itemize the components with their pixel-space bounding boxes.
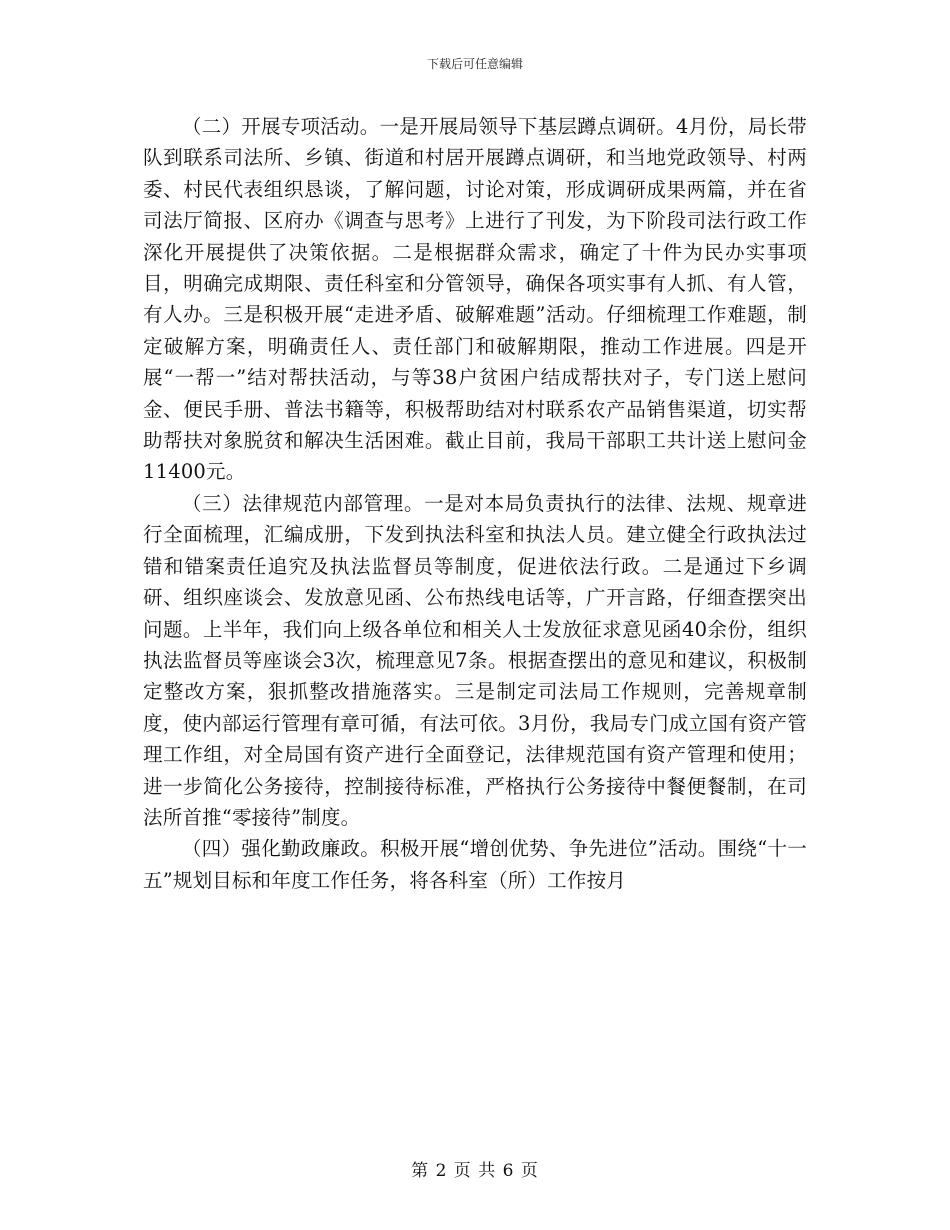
page-footer: 第 2 页 共 6 页 [411,1161,539,1181]
paragraph-diligent-governance: （四）强化勤政廉政。积极开展“增创优势、争先进位”活动。围绕“十一五”规划目标和年度工作任务，将各科室（所）工作按月 [143,837,807,892]
page-header: 下载后可任意编辑 [426,57,523,71]
paragraph-internal-management: （三）法律规范内部管理。一是对本局负责执行的法律、法规、规章进行全面梳理，汇编成册，下发到执法科室和执法人员。建立健全行政执法过错和错案责任追究及执法监督员等制度，促进依法行政。二是通过下乡调研、组织座谈会、发放意见函、公布热线电话等，广开言路，仔细查摆突出问题。上半年，我们向上级各单位和相关人士发放征求意见函40余份，组织执法监督员等座谈会3次，梳理意见7条。根据查摆出的意见和建议，积极制定整改方案，狠抓整改措施落实。三是制定司法局工作规则，完善规章制度，使内部运行管理有章可循，有法可依。3月份，我局专门成立国有资产管理工作组，对全局国有资产进行全面登记，法律规范国有资产管理和使用；进一步简化公务接待，控制接待标准，严格执行公务接待中餐便餐制，在司法所首推“零接待”制度。 [143,491,807,829]
paragraph-special-activities: （二）开展专项活动。一是开展局领导下基层蹲点调研。4月份，局长带队到联系司法所、乡镇、街道和村居开展蹲点调研，和当地党政领导、村两委、村民代表组织恳谈，了解问题，讨论对策，形成调研成果两篇，并在省司法厅简报、区府办《调查与思考》上进行了刊发，为下阶段司法行政工作深化开展提供了决策依据。二是根据群众需求，确定了十件为民办实事项目，明确完成期限、责任科室和分管领导，确保各项实事有人抓、有人管，有人办。三是积极开展“走进矛盾、破解难题”活动。仔细梳理工作难题，制定破解方案，明确责任人、责任部门和破解期限，推动工作进展。四是开展“一帮一”结对帮扶活动，与等38户贫困户结成帮扶对子，专门送上慰问金、便民手册、普法书籍等，积极帮助结对村联系农产品销售渠道，切实帮助帮扶对象脱贫和解决生活困难。截止目前，我局干部职工共计送上慰问金11400元。 [143,115,807,484]
document-body [143,111,807,896]
